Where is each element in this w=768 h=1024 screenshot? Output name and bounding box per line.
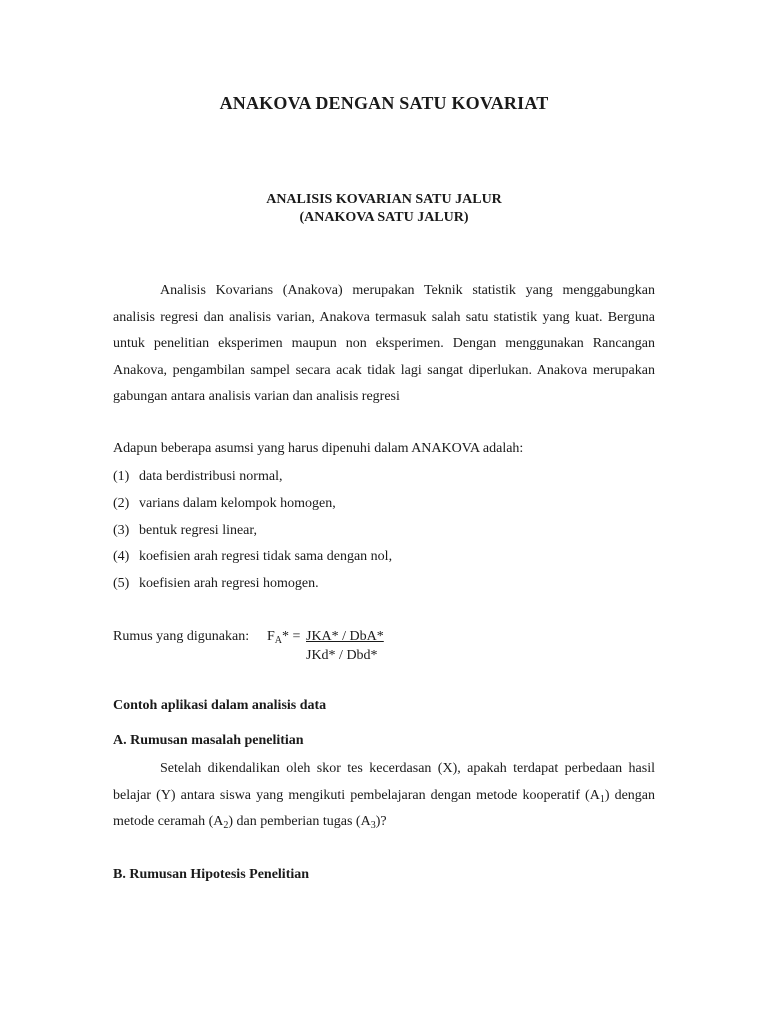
heading-research-problem: A. Rumusan masalah penelitian (113, 733, 304, 748)
formula-label: Rumus yang digunakan: (113, 629, 250, 644)
formula-lhs (267, 629, 300, 645)
list-item (113, 521, 655, 548)
section-subtitle-abbrev: (ANAKOVA SATU JALUR) (299, 210, 469, 225)
paragraph-text: ) dan pemberian tugas (A (228, 814, 371, 829)
list-item-text: bentuk regresi linear, (139, 522, 258, 538)
list-item-number: (3) (113, 522, 130, 538)
formula-symbol: F (267, 629, 275, 644)
section-subtitle: ANALISIS KOVARIAN SATU JALUR (266, 192, 502, 207)
list-item (113, 494, 655, 521)
formula-equals: * = (282, 629, 301, 644)
formula-denominator: JKd* / Dbd* (306, 648, 378, 663)
list-item-text: varians dalam kelompok homogen, (139, 495, 336, 511)
list-item-number: (2) (113, 495, 130, 511)
heading-hypothesis: B. Rumusan Hipotesis Penelitian (113, 867, 310, 882)
paragraph-text: Setelah dikendalikan oleh skor tes kecerdasan (X), apakah terdapat perbedaan hasil belajar (Y) antara siswa yang mengikuti pembelajaran dengan metode kooperatif (A (113, 761, 655, 803)
research-problem-paragraph (113, 756, 655, 836)
list-item-text: data berdistribusi normal, (139, 469, 283, 484)
list-item-number: (4) (113, 549, 130, 565)
intro-paragraph: Analisis Kovarians (Anakova) merupakan Teknik statistik yang menggabungkan analisis regresi dan analisis varian, Anakova termasuk salah satu statistik yang kuat. Berguna untuk penelitian eksperimen maupun non eksperimen. Dengan menggunakan Rancangan Anakova, pengambilan sampel secara acak tidak lagi sangat diperlukan. Anakova merupakan gabungan antara analisis varian dan analisis regresi (113, 283, 655, 404)
example-heading: Contoh aplikasi dalam analisis data (113, 698, 327, 713)
formula-numerator: JKA* / DbA* (306, 629, 384, 644)
list-item-number: (1) (113, 469, 130, 484)
subscript: 2 (223, 820, 229, 831)
assumptions-list (113, 467, 655, 601)
formula-subscript: A (274, 635, 283, 646)
list-item (113, 467, 655, 494)
document-title: ANAKOVA DENGAN SATU KOVARIAT (219, 93, 549, 113)
list-item-number: (5) (113, 576, 130, 592)
paragraph-text: ) dengan metode ceramah (A (113, 787, 656, 829)
list-item-text: koefisien arah regresi homogen. (139, 576, 319, 592)
list-item-text: koefisien arah regresi tidak sama dengan nol, (139, 549, 393, 565)
paragraph-text: )? (375, 814, 387, 829)
subscript: 1 (599, 793, 605, 805)
subscript: 3 (370, 820, 376, 831)
assumptions-intro: Adapun beberapa asumsi yang harus dipenuhi dalam ANAKOVA adalah: (113, 441, 524, 456)
list-item (113, 547, 655, 574)
list-item (113, 574, 655, 601)
